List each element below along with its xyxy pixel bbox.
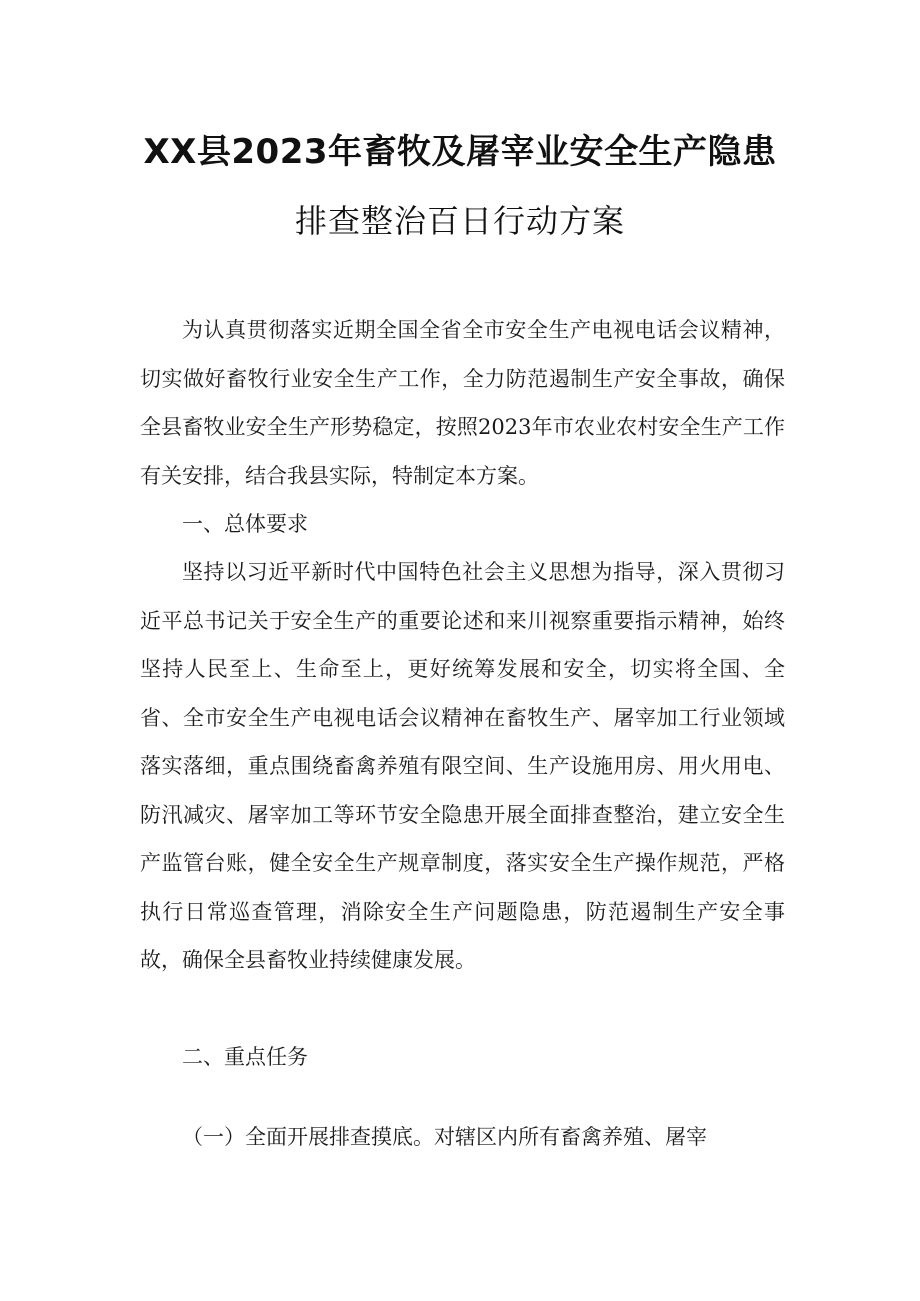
section-heading-general-requirements: 一、总体要求 — [182, 512, 308, 536]
document-title-line-2: 排查整治百日行动方案 — [294, 202, 625, 240]
general-requirements-paragraph: 坚持以习近平新时代中国特色社会主义思想为指导，深入贯彻习近平总书记关于安全生产的重要论述和来川视察重要指示精神，始终坚持人民至上、生命至上，更好统筹发展和安全，切实将全国、全省、全市安全生产电视电话会议精神在畜牧生产、屠宰加工行业领域落实落细，重点围绕畜禽养殖有限空间、生产设施用房、用火用电、防汛减灾、屠宰加工等环节安全隐患开展全面排查整治，建立安全生产监管台账，健全安全生产规章制度，落实安全生产操作规范，严格执行日常巡查管理，消除安全生产问题隐患，防范遏制生产安全事故，确保全县畜牧业持续健康发展。 — [140, 560, 785, 972]
intro-paragraph: 为认真贯彻落实近期全国全省全市安全生产电视电话会议精神，切实做好畜牧行业安全生产工作，全力防范遏制生产安全事故，确保全县畜牧业安全生产形势稳定，按照2023年市农业农村安全生产工作有关安排，结合我县实际，特制定本方案。 — [140, 318, 785, 488]
section-heading-key-tasks: 二、重点任务 — [182, 1045, 308, 1069]
document-title-line-1: XX县2023年畜牧及屠宰业安全生产隐患 — [143, 132, 777, 172]
key-task-1-paragraph: （一）全面开展排查摸底。对辖区内所有畜禽养殖、屠宰 — [182, 1125, 707, 1149]
